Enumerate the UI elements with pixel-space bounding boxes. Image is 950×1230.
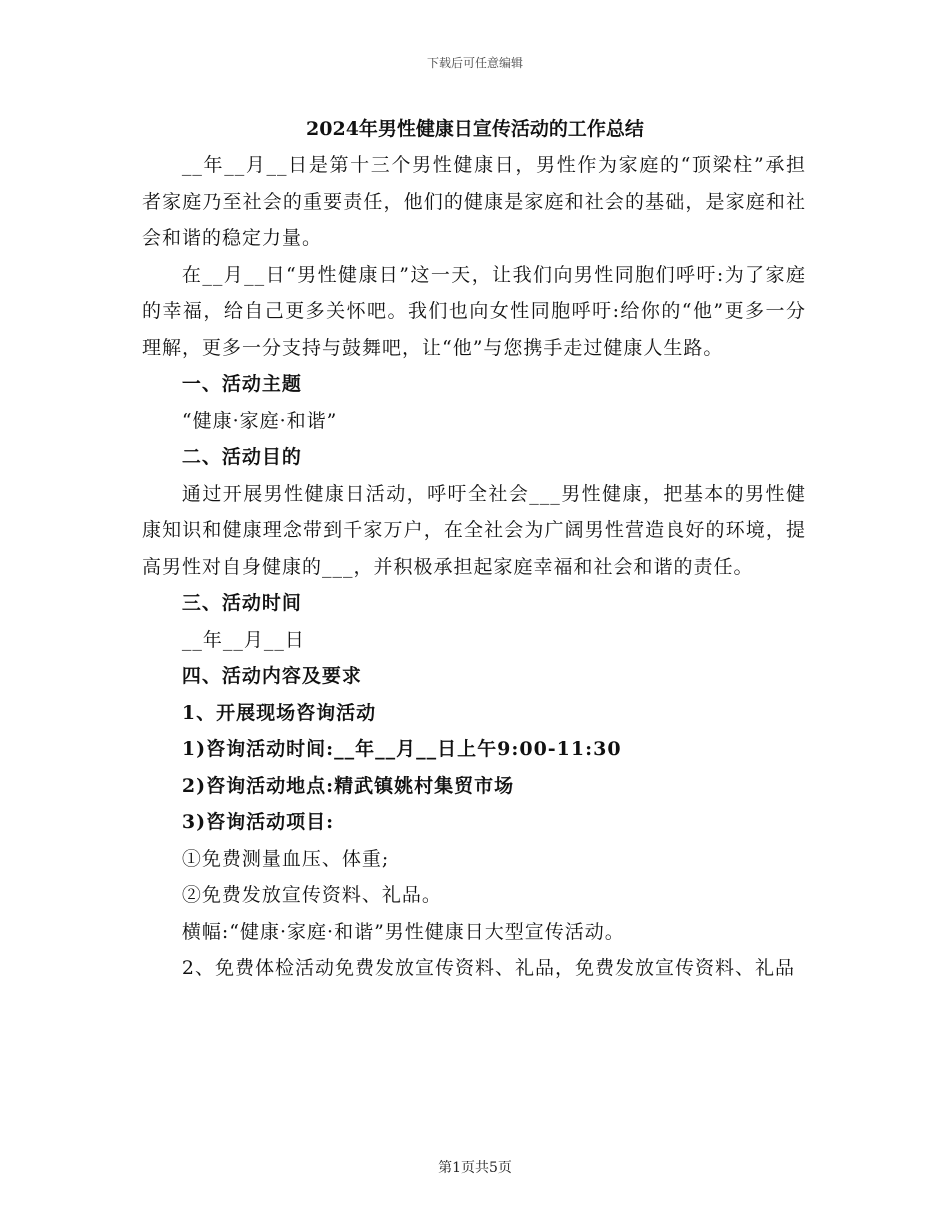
document-title: 2024年男性健康日宣传活动的工作总结 xyxy=(306,118,644,140)
download-note: 下载后可任意编辑 xyxy=(426,56,523,70)
time-text: __年__月__日 xyxy=(181,628,305,651)
section-heading-content: 四、活动内容及要求 xyxy=(181,665,362,687)
consultation-item-2: ②免费发放宣传资料、礼品。 xyxy=(181,884,442,906)
subsection-consultation: 1、开展现场咨询活动 xyxy=(181,701,377,724)
consultation-items-heading: 3)咨询活动项目: xyxy=(181,811,335,833)
document-body xyxy=(142,147,806,987)
page-indicator: 第1页共5页 xyxy=(438,1160,512,1176)
consultation-location: 2)咨询活动地点:精武镇姚村集贸市场 xyxy=(181,774,515,797)
consultation-time: 1)咨询活动时间:__年__月__日上午9:00-11:30 xyxy=(181,738,622,760)
free-checkup-paragraph: 2、免费体检活动免费发放宣传资料、礼品，免费发放宣传资料、礼品 xyxy=(181,957,795,979)
theme-text: “健康·家庭·和谐” xyxy=(181,409,338,432)
section-heading-purpose: 二、活动目的 xyxy=(181,446,302,468)
purpose-paragraph: 通过开展男性健康日活动，呼吁全社会___男性健康，把基本的男性健康知识和健康理念带到千家万户，在全社会为广阔男性营造良好的环境，提高男性对自身健康的___，并积极承担起家庭幸福和社会和谐的责任。 xyxy=(142,482,806,578)
section-heading-time: 三、活动时间 xyxy=(181,592,302,614)
banner-text: 横幅:“健康·家庭·和谐”男性健康日大型宣传活动。 xyxy=(181,920,625,943)
section-heading-theme: 一、活动主题 xyxy=(181,373,302,395)
consultation-item-1: ①免费测量血压、体重; xyxy=(181,847,390,870)
appeal-paragraph: 在__月__日“男性健康日”这一天，让我们向男性同胞们呼吁:为了家庭的幸福，给自己更多关怀吧。我们也向女性同胞呼吁:给你的“他”更多一分理解，更多一分支持与鼓舞吧，让“他”与您携手走过健康人生路。 xyxy=(142,263,806,359)
intro-paragraph: __年__月__日是第十三个男性健康日，男性作为家庭的“顶梁柱”承担者家庭乃至社会的重要责任，他们的健康是家庭和社会的基础，是家庭和社会和谐的稳定力量。 xyxy=(142,154,806,249)
